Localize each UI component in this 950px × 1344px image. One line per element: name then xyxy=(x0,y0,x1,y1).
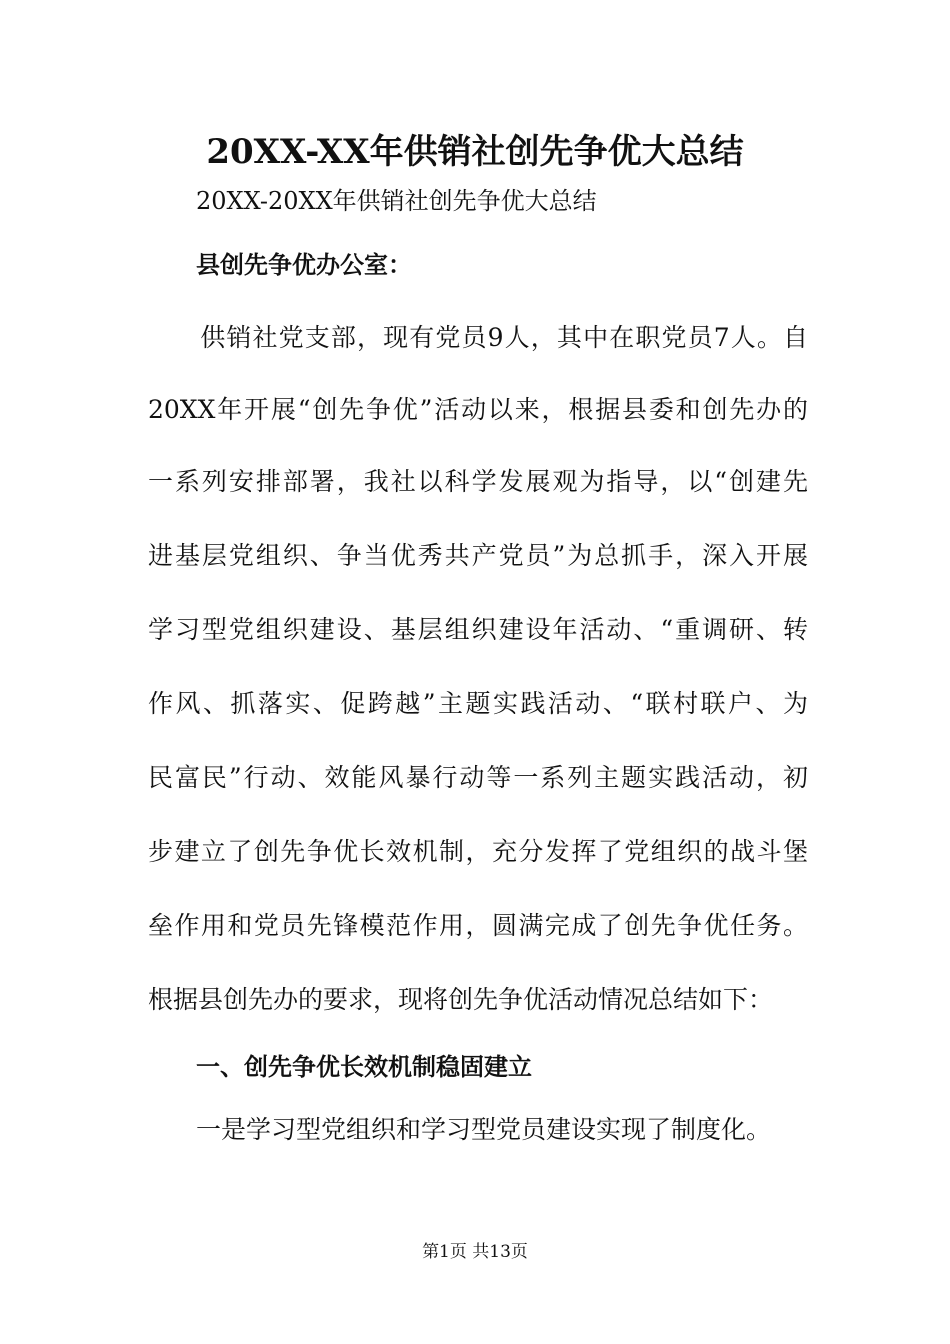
paragraph-line: 垒作用和党员先锋模范作用，圆满完成了创先争优任务。 xyxy=(148,911,808,940)
paragraph-line: 一是学习型党组织和学习型党员建设实现了制度化。 xyxy=(196,1115,772,1144)
document-subtitle: 20XX-20XX年供销社创先争优大总结 xyxy=(196,187,597,215)
paragraph-line: 进基层党组织、争当优秀共产党员”为总抓手，深入开展 xyxy=(148,541,808,570)
paragraph-line: 根据县创先办的要求，现将创先争优活动情况总结如下： xyxy=(148,985,774,1014)
paragraph-line: 作风、抓落实、促跨越”主题实践活动、“联村联户、为 xyxy=(148,689,808,718)
paragraph-line: 步建立了创先争优长效机制，充分发挥了党组织的战斗堡 xyxy=(148,837,808,866)
paragraph-line: 供销社党支部，现有党员9人，其中在职党员7人。自 xyxy=(148,323,808,352)
section-heading: 一、创先争优长效机制稳固建立 xyxy=(196,1053,532,1081)
document-title: 20XX-XX年供销社创先争优大总结 xyxy=(206,132,744,172)
paragraph-line: 20XX年开展“创先争优”活动以来，根据县委和创先办的 xyxy=(148,395,808,424)
page-indicator: 第1页 共13页 xyxy=(422,1242,528,1262)
salutation: 县创先争优办公室： xyxy=(196,251,412,279)
paragraph-line: 一系列安排部署，我社以科学发展观为指导，以“创建先 xyxy=(148,467,808,496)
paragraph-line: 学习型党组织建设、基层组织建设年活动、“重调研、转 xyxy=(148,615,808,644)
paragraph-line: 民富民”行动、效能风暴行动等一系列主题实践活动，初 xyxy=(148,763,808,792)
